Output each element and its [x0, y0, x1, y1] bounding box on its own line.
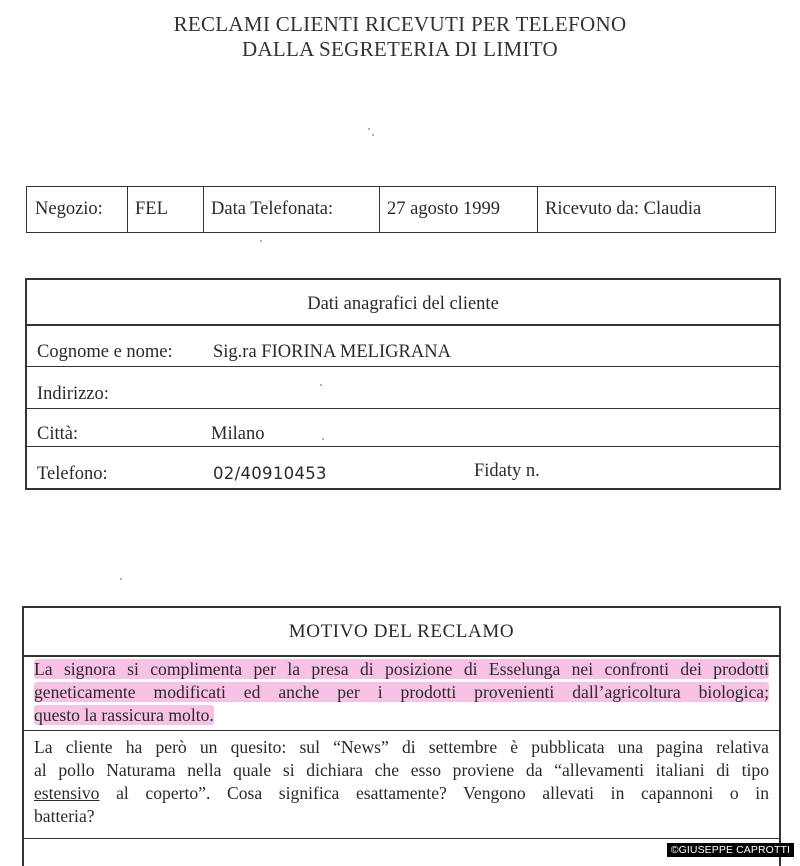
name-label: Cognome e nome: [37, 342, 173, 362]
scan-speck [320, 384, 322, 386]
scan-speck [322, 438, 324, 440]
para2-line: La cliente ha però un quesito: sul “News” di settembre è pubblicata una pagina relativa [34, 737, 769, 757]
scan-speck [372, 134, 374, 136]
call-date-value: 27 agosto 1999 [387, 199, 501, 219]
scan-speck [368, 128, 370, 130]
client-section-title: Dati anagrafici del cliente [307, 294, 499, 314]
received-by: Ricevuto da: Claudia [545, 199, 702, 219]
para2-line: al coperto”. Cosa significa esattamente? Vengono allevati in capannoni o in [99, 783, 769, 803]
scan-speck [120, 578, 122, 580]
highlighted-text: geneticamente modificati ed anche per i prodotti provenienti dall’agricoltura biologica; [34, 682, 769, 702]
highlighted-text: La signora si complimenta per la presa di posizione di Esselunga nei confronti dei prodotti [34, 659, 769, 679]
divider [27, 446, 779, 447]
document-title [0, 12, 800, 62]
complaint-section [22, 606, 781, 866]
name-value: Sig.ra FIORINA MELIGRANA [213, 342, 451, 362]
highlighted-text: questo la rassicura molto. [34, 705, 214, 725]
store-value: FEL [135, 199, 168, 219]
divider [24, 838, 779, 839]
photo-credit: ©GIUSEPPE CAPROTTI [667, 843, 794, 857]
divider [27, 366, 779, 367]
divider [24, 730, 779, 731]
fidaty-label: Fidaty n. [474, 461, 540, 481]
phone-value: 02/40910453 [213, 464, 327, 483]
call-info-row [26, 186, 776, 233]
client-data-section [25, 278, 781, 490]
call-date-label: Data Telefonata: [211, 199, 334, 219]
complaint-paragraph-2 [34, 736, 769, 828]
underlined-word: estensivo [34, 783, 100, 803]
phone-label: Telefono: [37, 464, 108, 484]
complaint-section-title: MOTIVO DEL RECLAMO [288, 620, 515, 642]
title-line-1: RECLAMI CLIENTI RICEVUTI PER TELEFONO [173, 12, 627, 36]
divider [27, 324, 779, 326]
para2-line: al pollo Naturama nella quale si dichiara che esso proviene da “allevamenti italiani di tipo [34, 760, 769, 780]
address-label: Indirizzo: [37, 384, 109, 404]
city-label: Città: [37, 424, 79, 444]
divider [24, 655, 779, 657]
scan-speck [260, 240, 262, 242]
city-value: Milano [211, 424, 265, 444]
para2-line: batteria? [34, 806, 95, 826]
title-line-2: DALLA SEGRETERIA DI LIMITO [242, 37, 558, 61]
divider [27, 408, 779, 409]
store-label: Negozio: [35, 199, 103, 219]
complaint-paragraph-1 [34, 658, 769, 727]
